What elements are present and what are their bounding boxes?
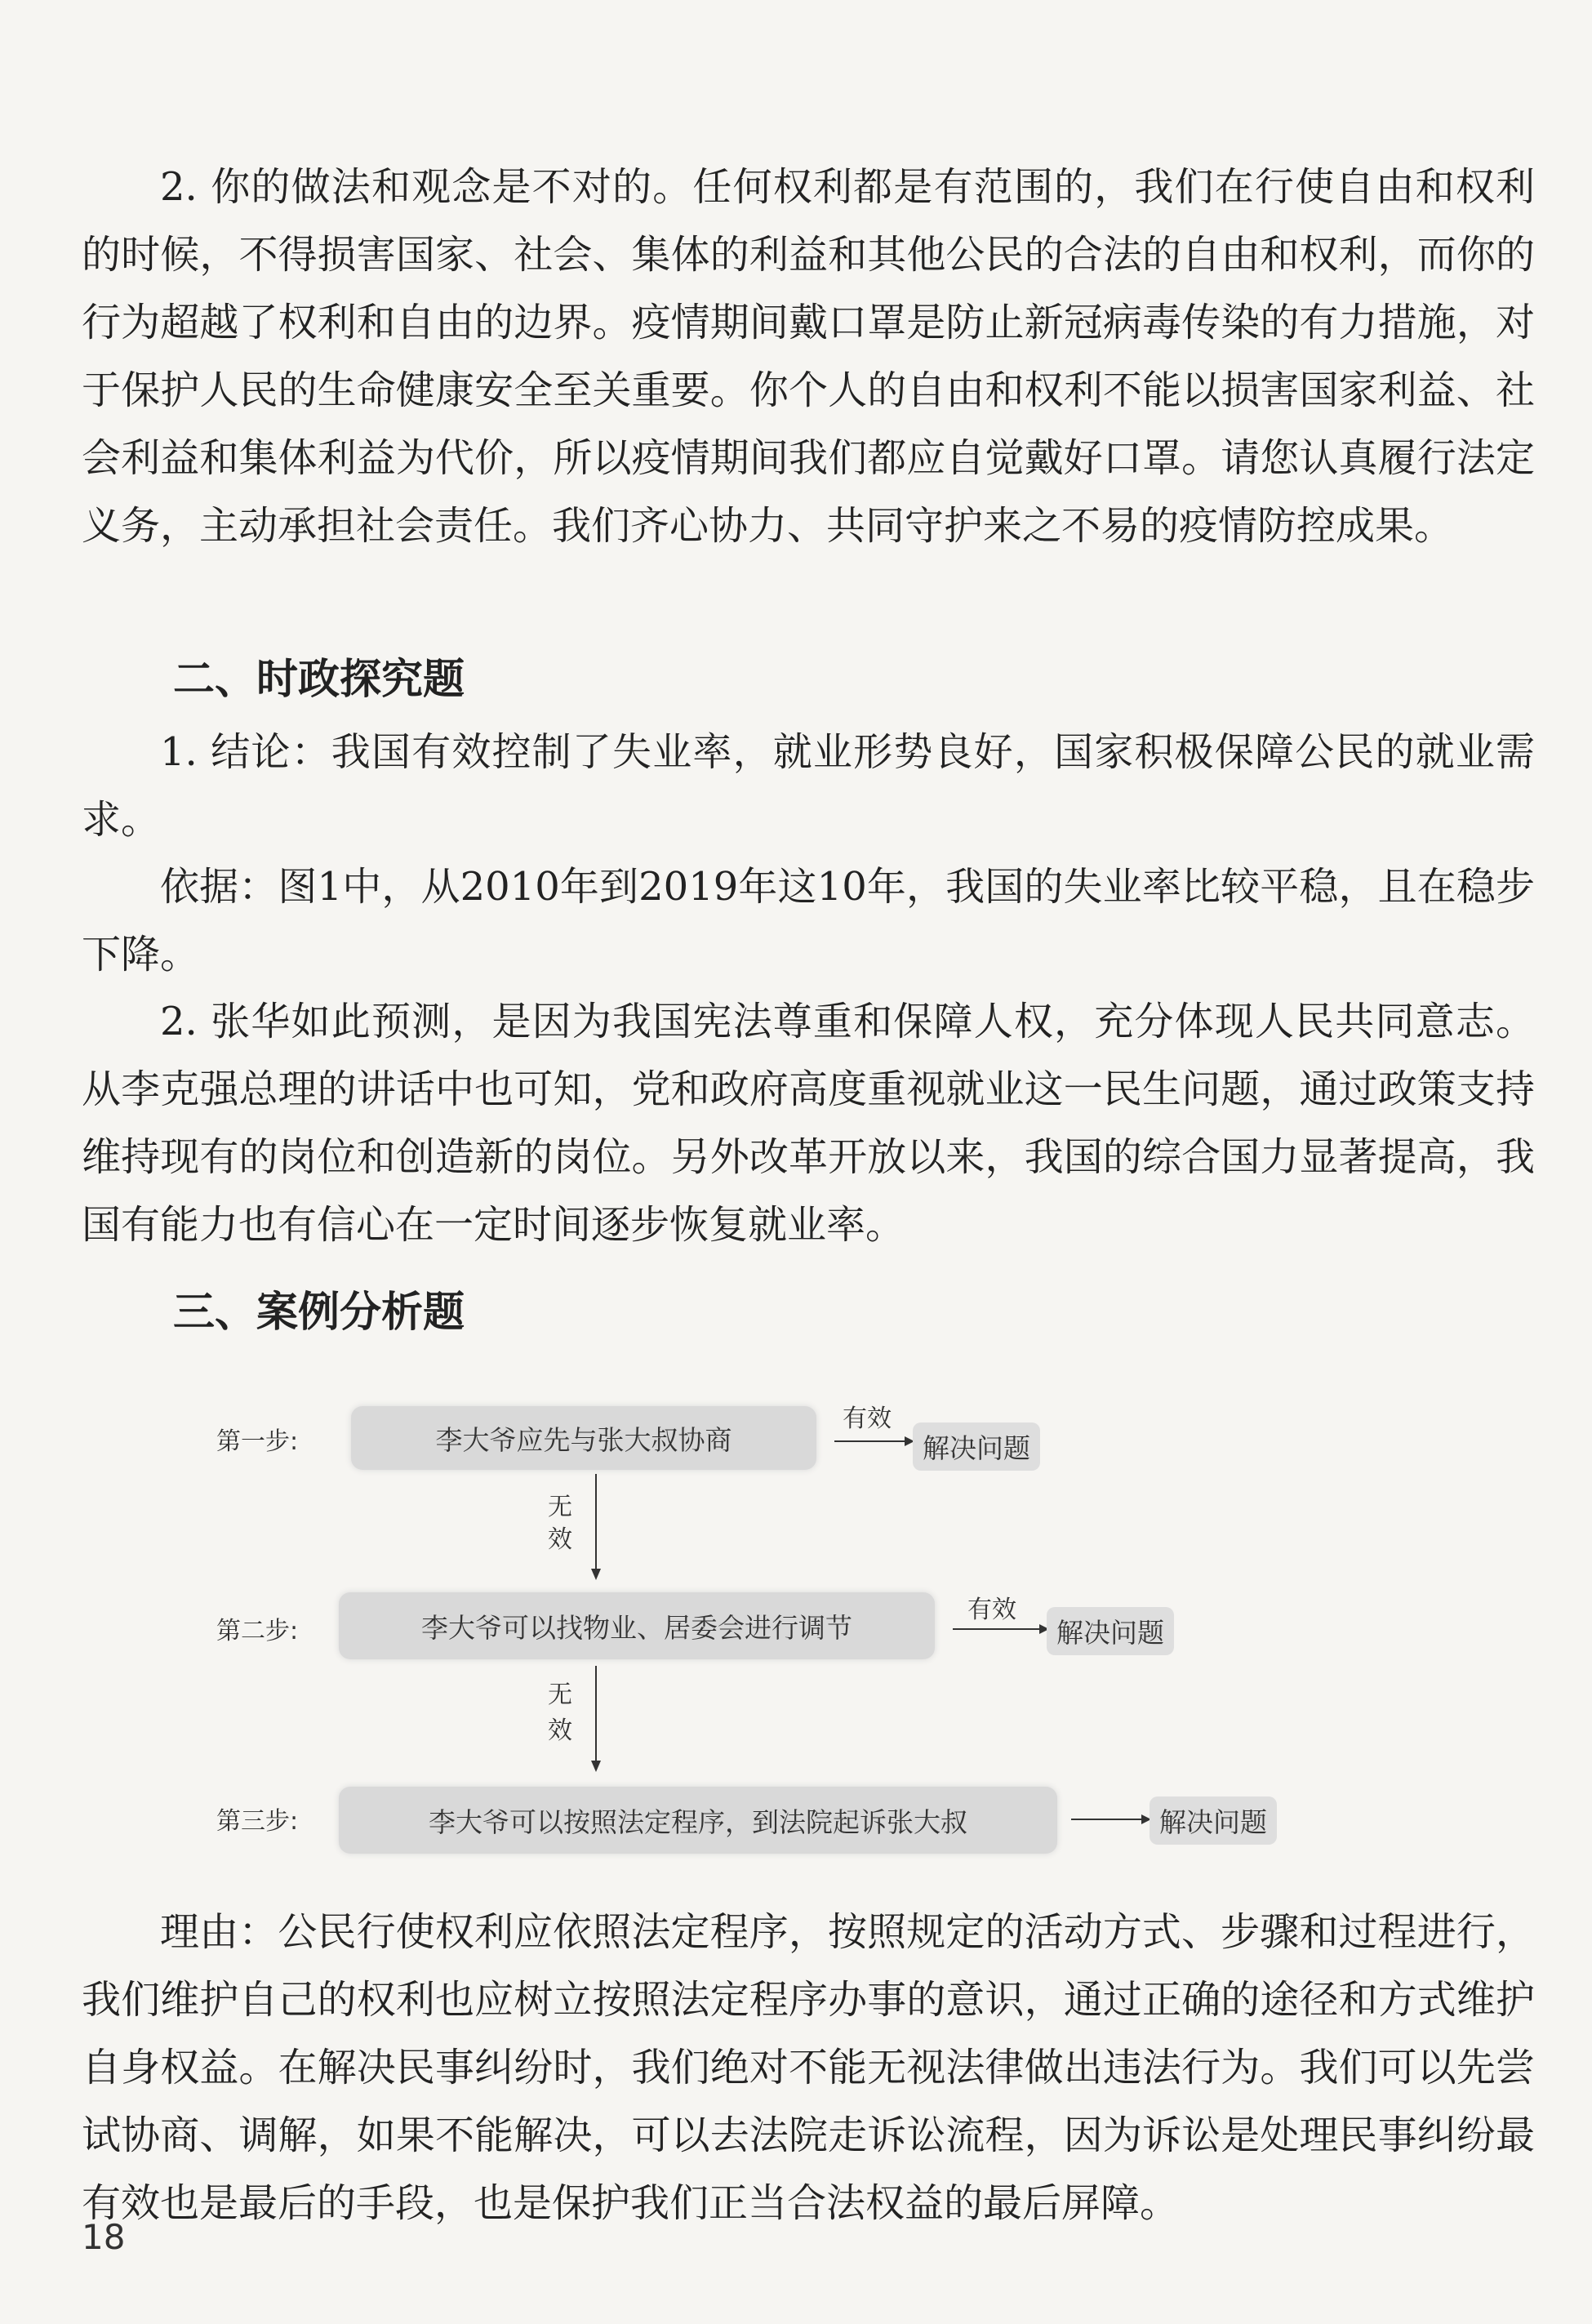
step-3-result: 解决问题 <box>1150 1796 1277 1845</box>
step-1-text: 李大爷应先与张大叔协商 <box>435 1423 732 1456</box>
step-2-arrow-label: 有效 <box>967 1596 1016 1624</box>
page-number: 18 <box>82 2217 126 2257</box>
down-arrow-2-label-top: 无 <box>548 1681 572 1709</box>
step-1-box <box>351 1406 816 1470</box>
down-arrow-2-icon <box>588 1666 604 1772</box>
basis-paragraph: 依据：图1中，从2010年到2019年这10年，我国的失业率比较平稳，且在稳步下降。 <box>82 864 1535 977</box>
section-heading-current-affairs: 二、时政探究题 <box>173 656 465 704</box>
down-arrow-2-label-bottom: 效 <box>548 1716 572 1745</box>
answer-paragraph-2: 2. 你的做法和观念是不对的。任何权利都是有范围的，我们在行使自由和权利的时候，不得损害国家、社会、集体的利益和其他公民的合法的自由和权利，而你的行为超越了权利和自由的边界。疫情期间戴口罩是防止新冠病毒传染的有力措施，对于保护人民的生命健康安全至关重要。你个人的自由和权利不能以损害国家利益、社会利益和集体利益为代价，所以疫情期间我们都应自觉戴好口罩。请您认真履行法定义务，主动承担社会责任。我们齐心协力、共同守护来之不易的疫情防控成果。 <box>82 164 1535 549</box>
step-1-label: 第一步: <box>216 1427 299 1456</box>
step-3-text: 李大爷可以按照法定程序，到法院起诉张大叔 <box>429 1805 967 1838</box>
step-1-arrow-label: 有效 <box>843 1405 892 1433</box>
step-1-right-arrow-icon <box>833 1433 914 1449</box>
section-heading-case-analysis: 三、案例分析题 <box>173 1289 465 1337</box>
answer-paragraph-prediction: 2. 张华如此预测，是因为我国宪法尊重和保障人权，充分体现人民共同意志。从李克强总理的讲话中也可知，党和政府高度重视就业这一民生问题，通过政策支持维持现有的岗位和创造新的岗位。另外改革开放以来，我国的综合国力显著提高，我国有能力也有信心在一定时间逐步恢复就业率。 <box>82 999 1535 1248</box>
step-3-box <box>339 1787 1057 1854</box>
step-2-box <box>339 1592 935 1659</box>
step-2-result: 解决问题 <box>1047 1607 1174 1655</box>
down-arrow-1-label-bottom: 效 <box>548 1525 572 1554</box>
down-arrow-1-icon <box>588 1474 604 1580</box>
down-arrow-1-label-top: 无 <box>548 1493 572 1521</box>
step-3-right-arrow-icon <box>1069 1811 1151 1828</box>
conclusion-paragraph: 1. 结论：我国有效控制了失业率，就业形势良好，国家积极保障公民的就业需求。 <box>82 729 1535 843</box>
reason-paragraph: 理由：公民行使权利应依照法定程序，按照规定的活动方式、步骤和过程进行，我们维护自己的权利也应树立按照法定程序办事的意识，通过正确的途径和方式维护自身权益。在解决民事纠纷时，我们绝对不能无视法律做出违法行为。我们可以先尝试协商、调解，如果不能解决，可以去法院走诉讼流程，因为诉讼是处理民事纠纷最有效也是最后的手段，也是保护我们正当合法权益的最后屏障。 <box>82 1909 1535 2226</box>
step-2-text: 李大爷可以找物业、居委会进行调节 <box>421 1611 852 1644</box>
step-3-label: 第三步: <box>216 1807 299 1836</box>
step-2-label: 第二步: <box>216 1617 299 1645</box>
step-2-right-arrow-icon <box>951 1621 1049 1637</box>
step-1-result: 解决问题 <box>913 1422 1040 1471</box>
